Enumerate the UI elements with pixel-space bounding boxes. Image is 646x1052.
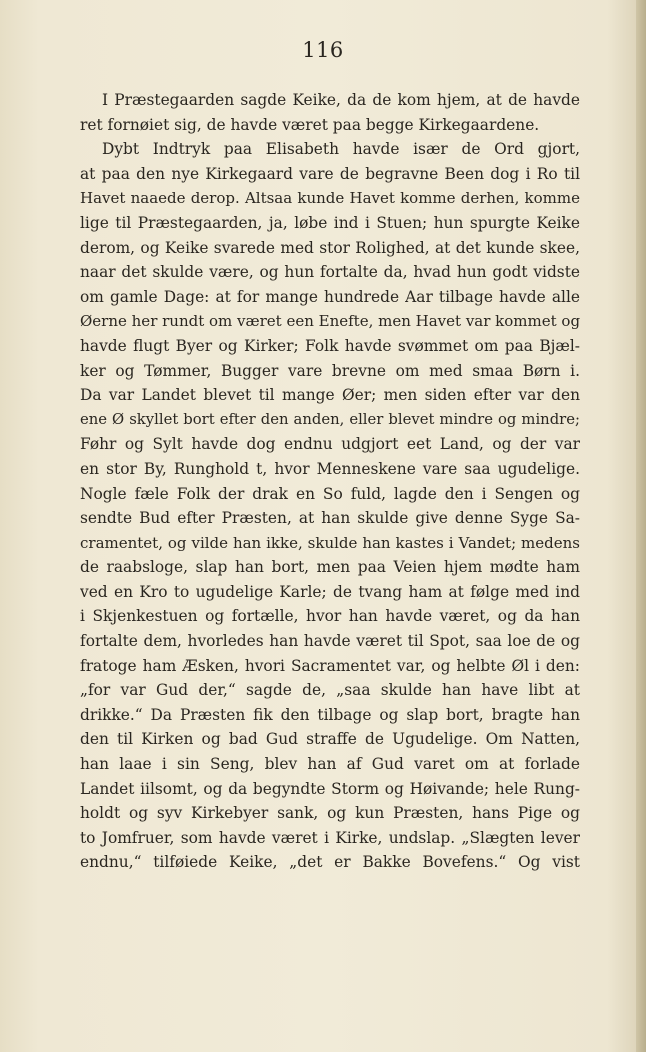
text-line: de raabsloge, slap han bort, men paa Veien hjem mødte ham — [80, 558, 580, 577]
text-line: i Skjenkestuen og fortælle, hvor han havde været, og da han — [80, 607, 580, 626]
text-line: at paa den nye Kirkegaard vare de begravne Been dog i Ro til — [80, 164, 580, 183]
text-line: holdt og syv Kirkebyer sank, og kun Præsten, hans Pige og — [80, 804, 580, 823]
page-number: 116 — [302, 38, 344, 62]
text-line: han laae i sin Seng, blev han af Gud varet om at forlade — [80, 755, 580, 774]
text-line: Landet iilsomt, og da begyndte Storm og Høivande; hele Rung- — [80, 779, 580, 798]
text-line: lige til Præstegaarden, ja, løbe ind i Stuen; hun spurgte Keike — [80, 213, 580, 232]
text-line: Nogle fæle Folk der drak en So fuld, lagde den i Sengen og — [80, 484, 580, 503]
text-line: om gamle Dage: at for mange hundrede Aar tilbage havde alle — [80, 287, 580, 306]
page-edge-shadow — [636, 0, 646, 1052]
text-line: Dybt Indtryk paa Elisabeth havde især de Ord gjort, — [102, 140, 580, 159]
text-line: ret fornøiet sig, de havde været paa begge Kirkegaardene. — [80, 115, 540, 134]
text-line: to Jomfruer, som havde været i Kirke, undslap. „Slægten lever — [80, 828, 580, 847]
text-line: sendte Bud efter Præsten, at han skulde give denne Syge Sa- — [80, 509, 580, 528]
text-line: „for var Gud der,“ sagde de, „saa skulde han have libt at — [80, 681, 580, 700]
text-line: endnu,“ tilføiede Keike, „det er Bakke Bovefens.“ Og vist — [80, 853, 580, 872]
text-line: Havet naaede derop. Altsaa kunde Havet komme derhen, komme — [80, 189, 580, 208]
text-line: ved en Kro to ugudelige Karle; de tvang ham at følge med ind — [80, 582, 580, 601]
text-line: drikke.“ Da Præsten fik den tilbage og slap bort, bragte han — [80, 705, 580, 724]
text-line: fratoge ham Æsken, hvori Sacramentet var, og helbte Øl i den: — [80, 656, 580, 675]
text-line: Føhr og Sylt havde dog endnu udgjort eet Land, og der var — [80, 435, 580, 454]
text-line: derom, og Keike svarede med stor Rolighed, at det kunde skee, — [80, 238, 580, 257]
text-line: ene Ø skyllet bort efter den anden, eller blevet mindre og mindre; — [80, 410, 580, 428]
text-line: havde flugt Byer og Kirker; Folk havde svømmet om paa Bjæl- — [80, 336, 580, 355]
text-line: ker og Tømmer, Bugger vare brevne om med smaa Børn i. — [80, 361, 580, 380]
text-line: Da var Landet blevet til mange Øer; men siden efter var den — [80, 386, 580, 405]
text-line: fortalte dem, hvorledes han havde været til Spot, saa loe de og — [80, 632, 580, 651]
text-line: I Præstegaarden sagde Keike, da de kom hjem, at de havde — [102, 91, 580, 109]
text-line: Øerne her rundt om været een Enefte, men Havet var kommet og — [80, 312, 580, 331]
text-line: den til Kirken og bad Gud straffe de Ugudelige. Om Natten, — [80, 730, 580, 749]
text-line: naar det skulde være, og hun fortalte da, hvad hun godt vidste — [80, 263, 580, 282]
body-text — [80, 88, 580, 875]
text-line: en stor By, Runghold t, hvor Menneskene vare saa ugudelige. — [80, 459, 580, 478]
text-line: cramentet, og vilde han ikke, skulde han kastes i Vandet; medens — [80, 533, 580, 552]
